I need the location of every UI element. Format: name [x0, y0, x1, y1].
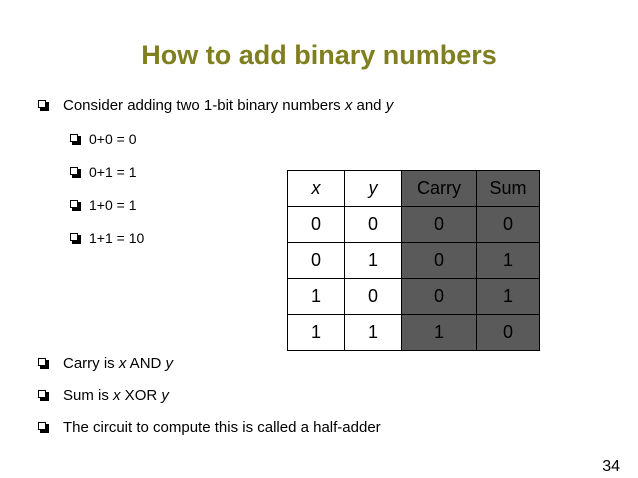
var-x: x	[344, 97, 353, 114]
sub-bullet-item	[70, 195, 137, 215]
sub-bullet-item	[70, 228, 144, 248]
bullet-half-adder	[38, 418, 381, 438]
table-cell: 0	[345, 207, 402, 243]
square-bullet-icon	[38, 100, 49, 111]
bullet-text: Consider adding two 1-bit binary numbers	[63, 97, 345, 114]
table-cell: 0	[288, 207, 345, 243]
sub-bullet-text: 0+0 = 0	[89, 131, 137, 147]
column-header-x: x	[288, 171, 345, 207]
square-bullet-icon	[70, 167, 81, 178]
column-header-y: y	[345, 171, 402, 207]
table-row	[288, 279, 540, 315]
bullet-text: and	[352, 97, 386, 114]
var-x: x	[113, 387, 121, 404]
table-cell: 1	[477, 279, 540, 315]
square-bullet-icon	[70, 134, 81, 145]
table-cell: 1	[345, 243, 402, 279]
table-cell: 1	[402, 315, 477, 351]
slide-title: How to add binary numbers	[141, 40, 497, 70]
column-header-carry: Carry	[402, 171, 477, 207]
bullet-text: AND	[126, 355, 166, 372]
table-row	[288, 315, 540, 351]
square-bullet-icon	[70, 200, 81, 211]
var-y: y	[161, 387, 169, 404]
table-cell: 1	[477, 243, 540, 279]
table-cell: 1	[288, 315, 345, 351]
table-cell: 0	[402, 207, 477, 243]
table-row	[288, 243, 540, 279]
table-cell: 0	[345, 279, 402, 315]
bullet-consider	[38, 96, 393, 116]
square-bullet-icon	[38, 358, 49, 369]
square-bullet-icon	[70, 233, 81, 244]
bullet-text: XOR	[120, 387, 162, 404]
table-row	[288, 207, 540, 243]
page-number: 34	[602, 458, 620, 475]
table-cell: 1	[345, 315, 402, 351]
bullet-text: Carry is	[63, 355, 119, 372]
bullet-sum	[38, 386, 169, 406]
table-cell: 0	[402, 279, 477, 315]
table-cell: 0	[402, 243, 477, 279]
table-header-row	[288, 171, 540, 207]
bullet-text: Sum is	[63, 387, 114, 404]
table-cell: 0	[288, 243, 345, 279]
table-cell: 0	[477, 207, 540, 243]
var-x: x	[118, 355, 127, 372]
table-cell: 0	[477, 315, 540, 351]
truth-table	[287, 170, 540, 351]
sub-bullet-item	[70, 162, 137, 182]
sub-bullet-item	[70, 129, 137, 149]
bullet-carry	[38, 354, 173, 374]
table-cell: 1	[288, 279, 345, 315]
square-bullet-icon	[38, 422, 49, 433]
var-y: y	[385, 97, 394, 114]
bullet-text: The circuit to compute this is called a half-adder	[63, 419, 381, 436]
sub-bullet-text: 1+0 = 1	[89, 197, 137, 213]
sub-bullet-text: 1+1 = 10	[89, 230, 145, 246]
column-header-sum: Sum	[477, 171, 540, 207]
var-y: y	[165, 355, 174, 372]
sub-bullet-text: 0+1 = 1	[89, 164, 137, 180]
square-bullet-icon	[38, 390, 49, 401]
